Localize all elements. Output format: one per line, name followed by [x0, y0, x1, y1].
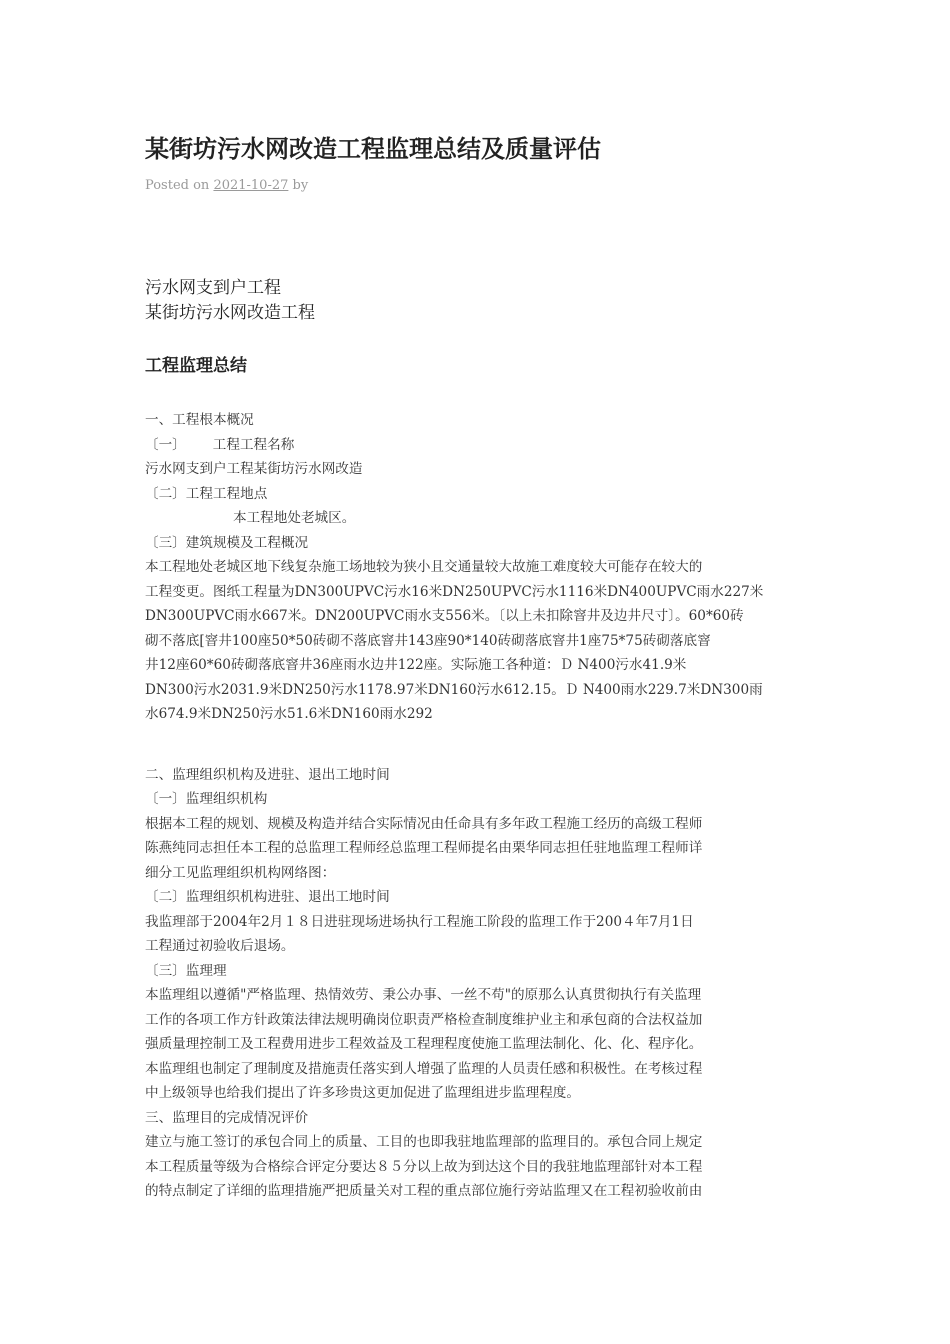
body-line: 强质量理控制工及工程费用进步工程效益及工程理程度使施工监理法制化、化、化、程序化。	[145, 1036, 703, 1052]
body-line: 污水网支到户工程某街坊污水网改造	[145, 461, 363, 477]
body-line: 〔二〕工程工程地点	[145, 485, 268, 502]
body-line: 〔二〕监理组织机构进驻、退出工地时间	[145, 889, 390, 905]
article-body	[145, 408, 815, 1204]
body-line: 我监理部于2004年2月１８日进驻现场进场执行工程施工阶段的监理工作于200４年7月1日	[145, 913, 694, 930]
body-line: 中上级领导也给我们提出了许多珍贵这更加促进了监理组进步监理程度。	[145, 1085, 580, 1101]
body-line: 细分工见监理组织机构网络图：	[145, 864, 336, 881]
project-heading: 污水网支到户工程	[145, 278, 281, 298]
body-line-text: 工程工程名称	[212, 436, 295, 453]
body-line: 〔一〕监理组织机构	[145, 791, 268, 807]
posted-on-label: Posted on	[145, 178, 210, 193]
body-line: 〔三〕监理理	[145, 962, 227, 979]
body-line: 〔一〕 工程工程名称	[145, 436, 295, 453]
body-line: 水674.9米DN250污水51.6米DN160雨水292	[145, 706, 433, 722]
body-line: 本工程地处老城区地下线复杂施工场地较为狭小且交通量较大故施工难度较大可能存在较大的	[145, 559, 703, 575]
post-meta	[145, 176, 308, 196]
by-label: by	[292, 178, 309, 193]
post-date-link[interactable]: 2021-10-27	[213, 178, 289, 193]
body-line: 陈燕纯同志担任本工程的总监理工程师经总监理工程师提名由栗华同志担任驻地监理工程师详	[145, 840, 703, 856]
paragraph-gap	[145, 727, 815, 763]
body-line: 工程变更。图纸工程量为DN300UPVC污水16米DN250UPVC污水1116米DN400UPVC雨水227米	[145, 583, 764, 600]
article-title: 某街坊污水网改造工程监理总结及质量评估	[145, 135, 601, 163]
body-line: 的特点制定了详细的监理措施严把质量关对工程的重点部位施行旁站监理又在工程初验收前由	[145, 1183, 703, 1199]
body-line: 本监理组也制定了理制度及措施责任落实到人增强了监理的人员责任感和积极性。在考核过程	[145, 1060, 703, 1077]
section-heading: 工程监理总结	[145, 356, 247, 376]
body-line: 井12座60*60砖砌落底窨井36座雨水边井122座。实际施工各种道：Ｄ N400污水41.9米	[145, 657, 687, 673]
body-line: 工作的各项工作方针政策法律法规明确岗位职责严格检查制度维护业主和承包商的合法权益加	[145, 1011, 703, 1028]
body-line: 工程通过初验收后退场。	[145, 938, 295, 954]
body-line: DN300UPVC雨水667米。DN200UPVC雨水支556米。〔以上未扣除窨井及边井尺寸〕。60*60砖	[145, 608, 744, 624]
body-line: 建立与施工签订的承包合同上的质量、工目的也即我驻地监理部的监理目的。承包合同上规定	[145, 1134, 703, 1150]
body-line: 本工程地处老城区。	[233, 510, 356, 526]
body-line: DN300污水2031.9米DN250污水1178.97米DN160污水612.15。Ｄ N400雨水229.7米DN300雨	[145, 681, 763, 698]
body-line: 三、监理目的完成情况评价	[145, 1109, 309, 1126]
body-line: 一、工程根本概况	[145, 412, 254, 428]
body-line: 砌不落底[窨井100座50*50砖砌不落底窨井143座90*140砖砌落底窨井1座75*75砖砌落底窨	[145, 632, 711, 649]
body-line: 本工程质量等级为合格综合评定分要达８５分以上故为到达这个目的我驻地监理部针对本工程	[145, 1158, 703, 1175]
body-line: 本监理组以遵循"严格监理、热情效劳、秉公办事、一丝不苟"的原那么认真贯彻执行有关监理	[145, 987, 702, 1003]
body-line: 根据本工程的规划、规模及构造并结合实际情况由任命具有多年政工程施工经历的高级工程师	[145, 815, 703, 832]
body-line: 〔三〕建筑规模及工程概况	[145, 534, 309, 551]
project-subheading: 某街坊污水网改造工程	[145, 303, 315, 323]
body-line: 二、监理组织机构及进驻、退出工地时间	[145, 766, 390, 783]
